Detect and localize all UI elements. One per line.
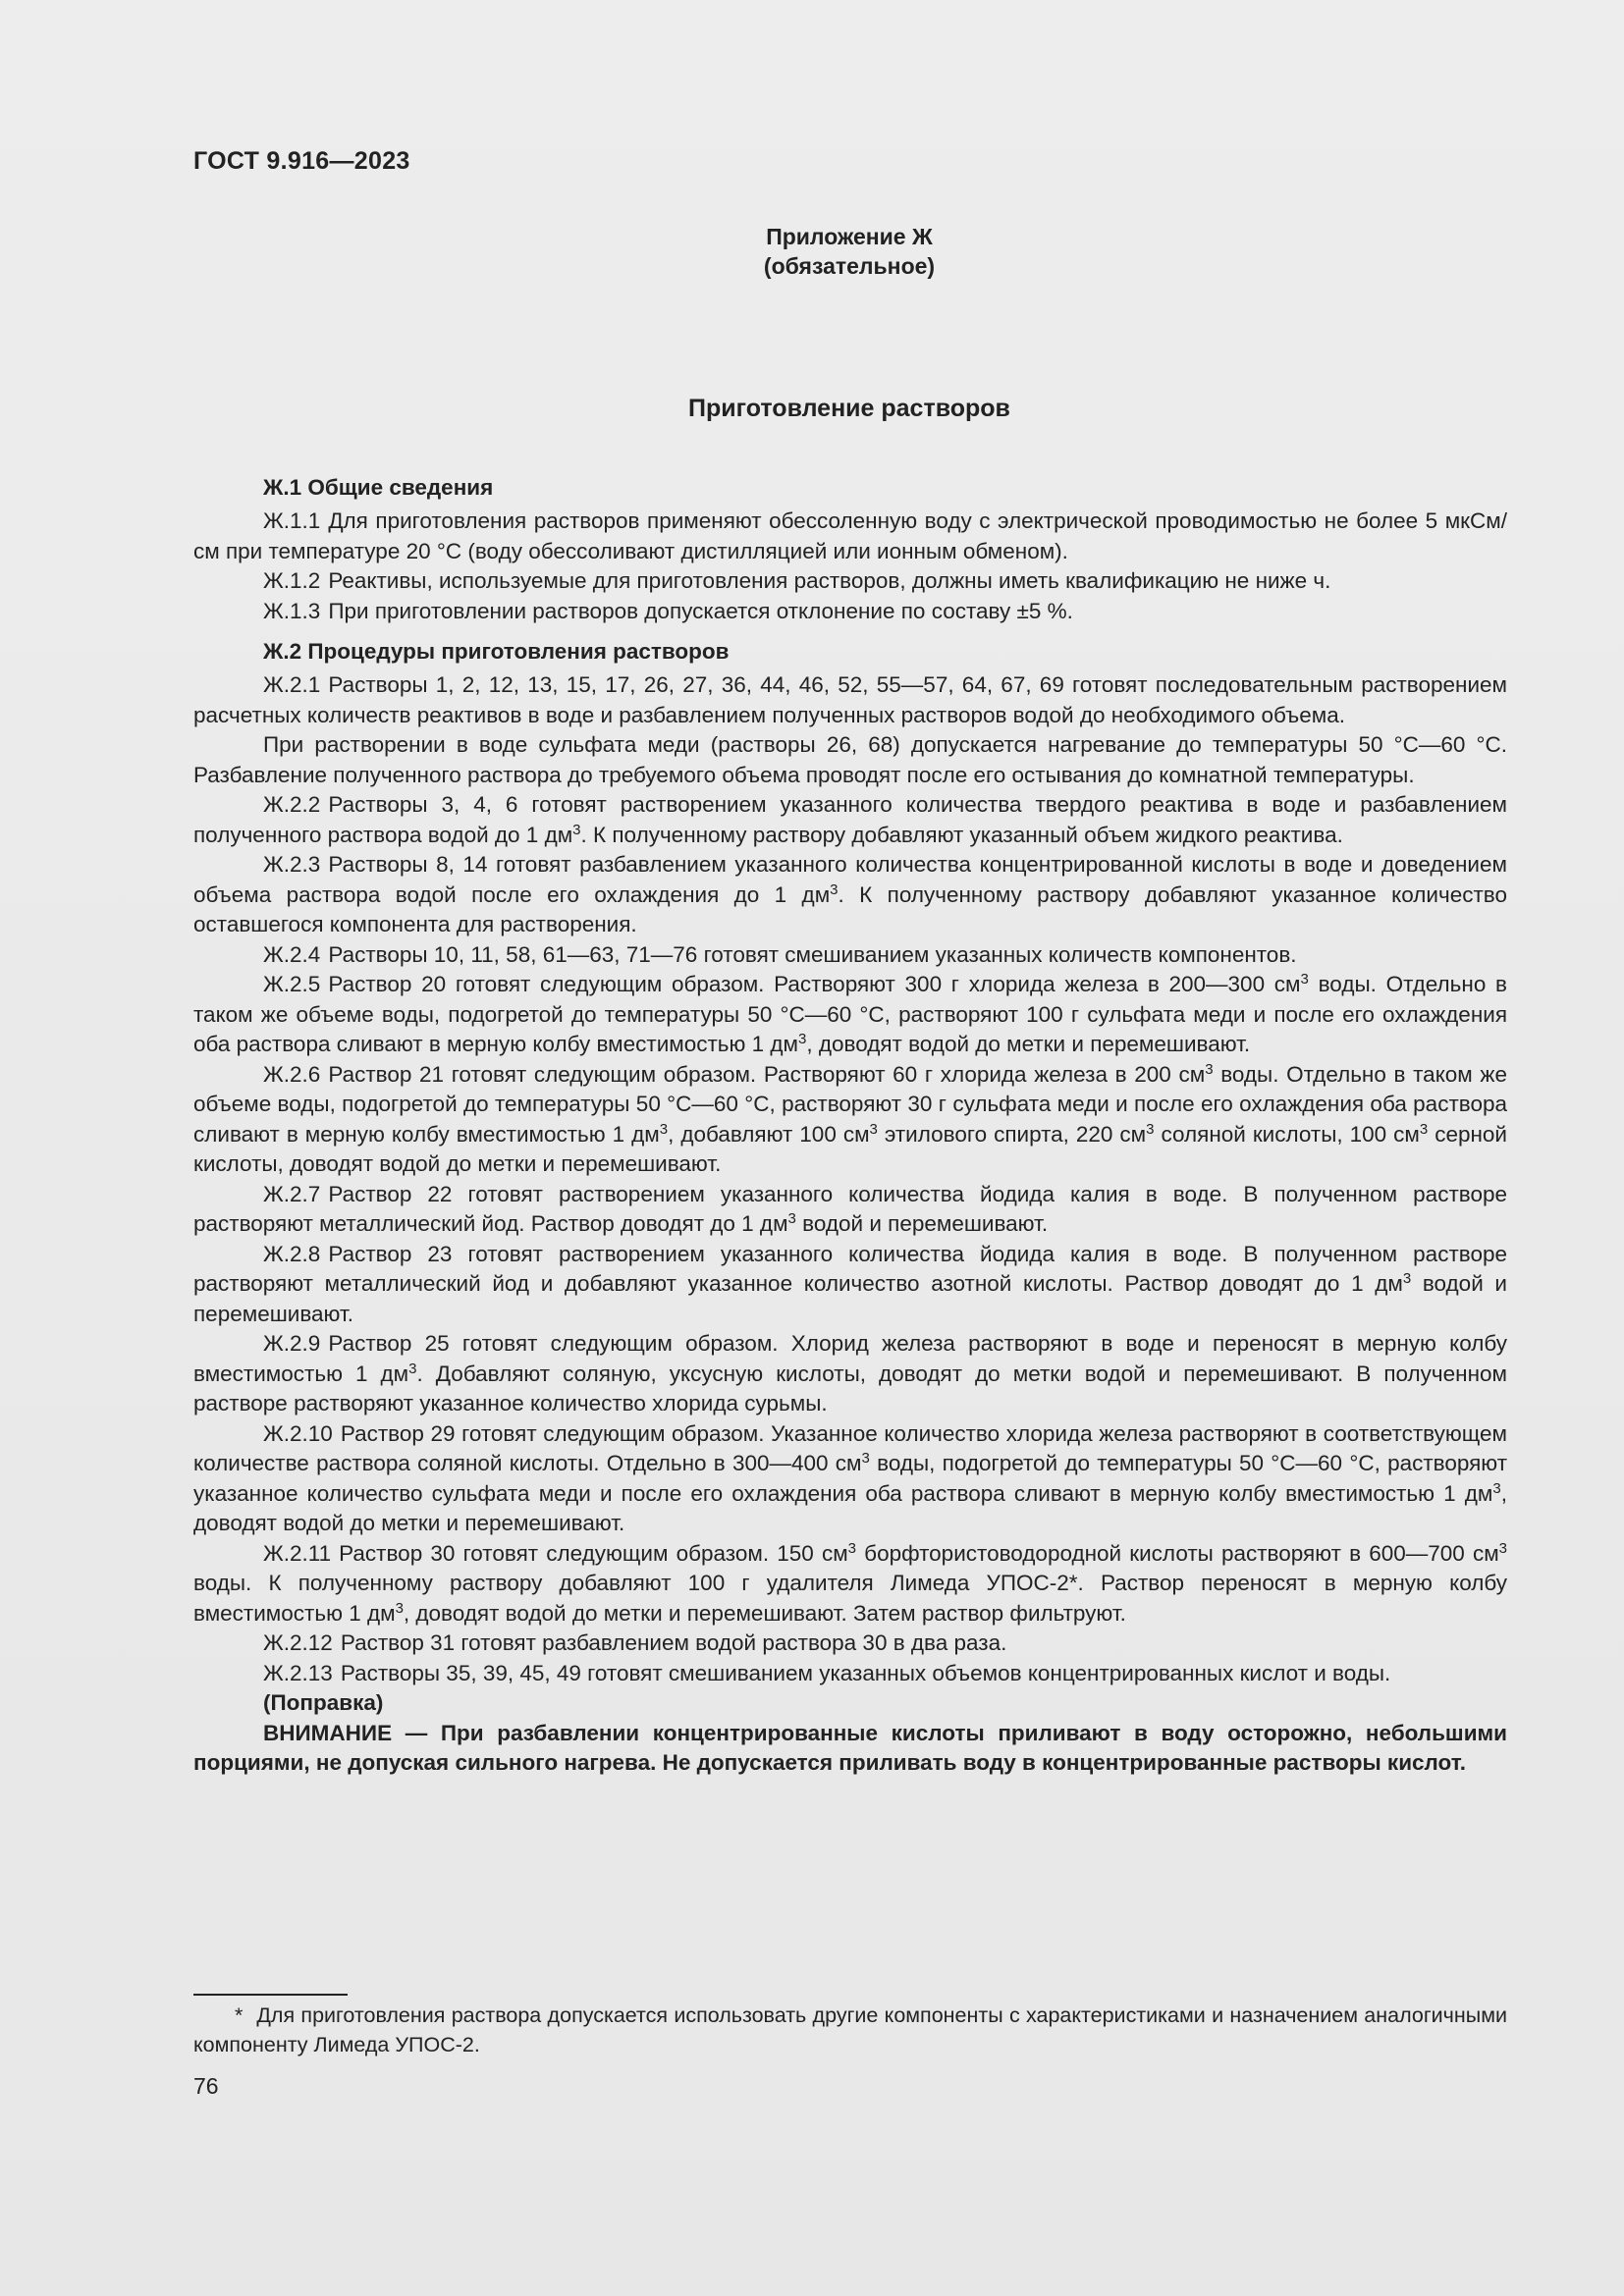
paragraph-text: Раствор 25 готовят следующим образом. Хлорид железа растворяют в воде и переносят в мерную колбу вместимостью 1 дм	[193, 1331, 1507, 1386]
footnote	[193, 2001, 1507, 2059]
superscript: 3	[798, 1031, 807, 1047]
superscript: 3	[1300, 971, 1309, 988]
footnote-mark: *	[235, 2003, 244, 2027]
paragraph-text: водой и перемешивают.	[795, 1211, 1049, 1236]
paragraph	[193, 970, 1507, 1060]
clause-number: Ж.2.11	[263, 1540, 332, 1566]
paragraph	[193, 1180, 1507, 1240]
paragraph-text: Раствор 21 готовят следующим образом. Растворяют 60 г хлорида железа в 200 см	[328, 1061, 1206, 1087]
clause-number: Ж.2.5	[263, 972, 321, 996]
clause-number: Ж.1.3	[263, 598, 321, 623]
annex-heading	[0, 222, 1624, 281]
clause-number: Ж.2.1	[263, 672, 321, 697]
paragraph	[193, 507, 1507, 566]
paragraph-text: , добавляют 100 см	[668, 1121, 870, 1147]
paragraph	[193, 850, 1507, 940]
clause-number: Ж.2.7	[263, 1181, 321, 1206]
superscript: 3	[1402, 1270, 1412, 1287]
clause-number: Ж.2.8	[263, 1241, 321, 1266]
paragraph-text: серной кислоты, доводят водой до метки и перемешивают.	[193, 1121, 1507, 1176]
paragraph-text: Растворы 1, 2, 12, 13, 15, 17, 26, 27, 36, 44, 46, 52, 55—57, 64, 67, 69 готовят последовательным растворением расчетных количеств реактивов в воде и разбавлением полученных растворов водой до необходимого объема.	[193, 672, 1507, 727]
paragraph-text: этилового спирта, 220 см	[877, 1121, 1147, 1147]
paragraph-text: Раствор 22 готовят растворением указанного количества йодида калия в воде. В полученном растворе растворяют металлический йод. Раствор доводят до 1 дм	[193, 1181, 1507, 1236]
paragraph-text: , доводят водой до метки и перемешивают.	[193, 1480, 1507, 1535]
amendment-note: (Поправка)	[263, 1690, 384, 1715]
superscript: 3	[861, 1450, 870, 1467]
paragraph-text: воды. К полученному раствору добавляют 100 г удалителя Лимеда УПОС-2*. Раствор переносят в мерную колбу вместимостью 1 дм	[193, 1571, 1507, 1626]
superscript: 3	[847, 1539, 857, 1557]
paragraph-text: воды, подогретой до температуры 50 °С—60 °С, растворяют указанное количество сульфата меди и после его охлаждения оба раствора сливают в мерную колбу вместимостью 1 дм	[193, 1451, 1507, 1506]
clause-number: Ж.1.2	[263, 568, 321, 593]
paragraph	[193, 566, 1507, 597]
paragraph-text: . К полученному раствору добавляют указанное количество оставшегося компонента для растворения.	[193, 881, 1507, 936]
clause-number: Ж.2.4	[263, 941, 321, 967]
paragraph-text: , доводят водой до метки и перемешивают. Затем раствор фильтруют.	[403, 1600, 1126, 1626]
superscript: 3	[659, 1120, 669, 1138]
paragraph-text: Растворы 3, 4, 6 готовят растворением указанного количества твердого реактива в воде и разбавлением полученного раствора водой до 1 дм	[193, 792, 1507, 847]
annex-status: (обязательное)	[763, 253, 936, 279]
paragraph	[193, 1060, 1507, 1180]
paragraph	[193, 790, 1507, 850]
paragraph	[193, 1539, 1507, 1629]
paragraph-text: При приготовлении растворов допускается отклонение по составу ±5 %.	[328, 598, 1073, 623]
paragraph-text: Растворы 35, 39, 45, 49 готовят смешиванием указанных объемов концентрированных кислот и воды.	[340, 1660, 1391, 1685]
superscript: 3	[830, 881, 839, 898]
paragraph	[193, 1329, 1507, 1419]
footnote-divider	[193, 1994, 348, 1996]
paragraph	[193, 1240, 1507, 1330]
paragraph	[193, 1629, 1507, 1659]
clause-number: Ж.1.1	[263, 508, 321, 533]
paragraph-text: Раствор 31 готовят разбавлением водой раствора 30 в два раза.	[340, 1630, 1007, 1655]
superscript: 3	[1419, 1120, 1429, 1138]
paragraph	[193, 670, 1507, 730]
warning-note: ВНИМАНИЕ — При разбавлении концентрированные кислоты приливают в воду осторожно, небольшими порциями, не допуская сильного нагрева. Не допускается приливать воду в концентрированные растворы кислот.	[193, 1720, 1507, 1775]
paragraph-text: Реактивы, используемые для приготовления растворов, должны иметь квалификацию не ниже ч.	[328, 568, 1331, 593]
paragraph-text: Раствор 20 готовят следующим образом. Растворяют 300 г хлорида железа в 200—300 см	[328, 972, 1301, 996]
superscript: 3	[408, 1360, 417, 1377]
superscript: 3	[1492, 1479, 1501, 1497]
clause-number: Ж.2.12	[263, 1630, 333, 1655]
paragraph-text: борфтористоводородной кислоты растворяют в 600—700 см	[856, 1540, 1499, 1566]
clause-number: Ж.2.13	[263, 1660, 333, 1685]
superscript: 3	[1205, 1060, 1214, 1078]
superscript: 3	[787, 1210, 796, 1227]
paragraph	[193, 1419, 1507, 1539]
clause-number: Ж.2.9	[263, 1331, 321, 1356]
footnote-text: Для приготовления раствора допускается использовать другие компоненты с характеристиками и назначением аналогичными компоненту Лимеда УПОС-2.	[193, 2003, 1507, 2056]
paragraph-text: Раствор 29 готовят следующим образом. Указанное количество хлорида железа растворяют в соответствующем количестве раствора соляной кислоты. Отдельно в 300—400 см	[193, 1420, 1507, 1475]
paragraph-text: Раствор 30 готовят следующим образом. 150 см	[339, 1540, 848, 1566]
paragraph-text: Растворы 10, 11, 58, 61—63, 71—76 готовят смешиванием указанных количеств компонентов.	[328, 941, 1297, 967]
paragraph-text: . К полученному раствору добавляют указанный объем жидкого реактива.	[580, 822, 1343, 847]
section-heading: Ж.1 Общие сведения	[263, 475, 494, 500]
paragraph	[193, 597, 1507, 627]
paragraph-text: воды. Отдельно в таком же объеме воды, подогретой до температуры 50 °С—60 °С, растворяют 100 г сульфата меди и после его охлаждения оба раствора сливают в мерную колбу вместимостью 1 дм	[193, 972, 1508, 1056]
paragraph	[193, 940, 1507, 971]
clause-number: Ж.2.2	[263, 792, 321, 817]
paragraph-text: соляной кислоты, 100 см	[1154, 1121, 1420, 1147]
superscript: 3	[1146, 1120, 1155, 1138]
superscript: 3	[572, 821, 581, 838]
clause-number: Ж.2.10	[263, 1420, 333, 1446]
annex-label: Приложение Ж	[766, 224, 933, 249]
section-heading: Ж.2 Процедуры приготовления растворов	[263, 639, 730, 664]
paragraph-text: воды. Отдельно в таком же объеме воды, подогретой до температуры 50 °С—60 °С, растворяют 30 г сульфата меди и после его охлаждения оба раствора сливают в мерную колбу вместимостью 1 дм	[193, 1061, 1507, 1147]
paragraph-text: Растворы 8, 14 готовят разбавлением указанного количества концентрированной кислоты в воде и доведением объема раствора водой после его охлаждения до 1 дм	[193, 852, 1507, 907]
document-body	[193, 471, 1507, 1779]
paragraph-text: . Добавляют соляную, уксусную кислоты, доводят до метки водой и перемешивают. В полученном растворе растворяют указанное количество хлорида сурьмы.	[193, 1361, 1507, 1415]
paragraph	[193, 1659, 1507, 1689]
page-number: 76	[193, 2073, 219, 2099]
superscript: 3	[869, 1120, 878, 1138]
superscript: 3	[395, 1599, 404, 1617]
document-code: ГОСТ 9.916—2023	[193, 147, 410, 175]
page-title: Приготовление растворов	[688, 395, 1010, 422]
paragraph-text: При растворении в воде сульфата меди (растворы 26, 68) допускается нагревание до температуры 50 °С—60 °С. Разбавление полученного раствора до требуемого объема проводят после его остывания до комнатной температуры.	[193, 732, 1507, 787]
clause-number: Ж.2.3	[263, 852, 321, 877]
superscript: 3	[1498, 1539, 1508, 1557]
paragraph-text: Для приготовления растворов применяют обессоленную воду с электрической проводимостью не более 5 мкСм/см при температуре 20 °С (воду обессоливают дистилляцией или ионным обменом).	[193, 508, 1507, 563]
paragraph-text: Раствор 23 готовят растворением указанного количества йодида калия в воде. В полученном растворе растворяют металлический йод и добавляют указанное количество азотной кислоты. Раствор доводят до 1 дм	[193, 1241, 1507, 1296]
paragraph	[193, 730, 1507, 790]
clause-number: Ж.2.6	[263, 1061, 321, 1087]
paragraph-text: , доводят водой до метки и перемешивают.	[806, 1032, 1251, 1056]
paragraph-text: водой и перемешивают.	[193, 1271, 1507, 1326]
